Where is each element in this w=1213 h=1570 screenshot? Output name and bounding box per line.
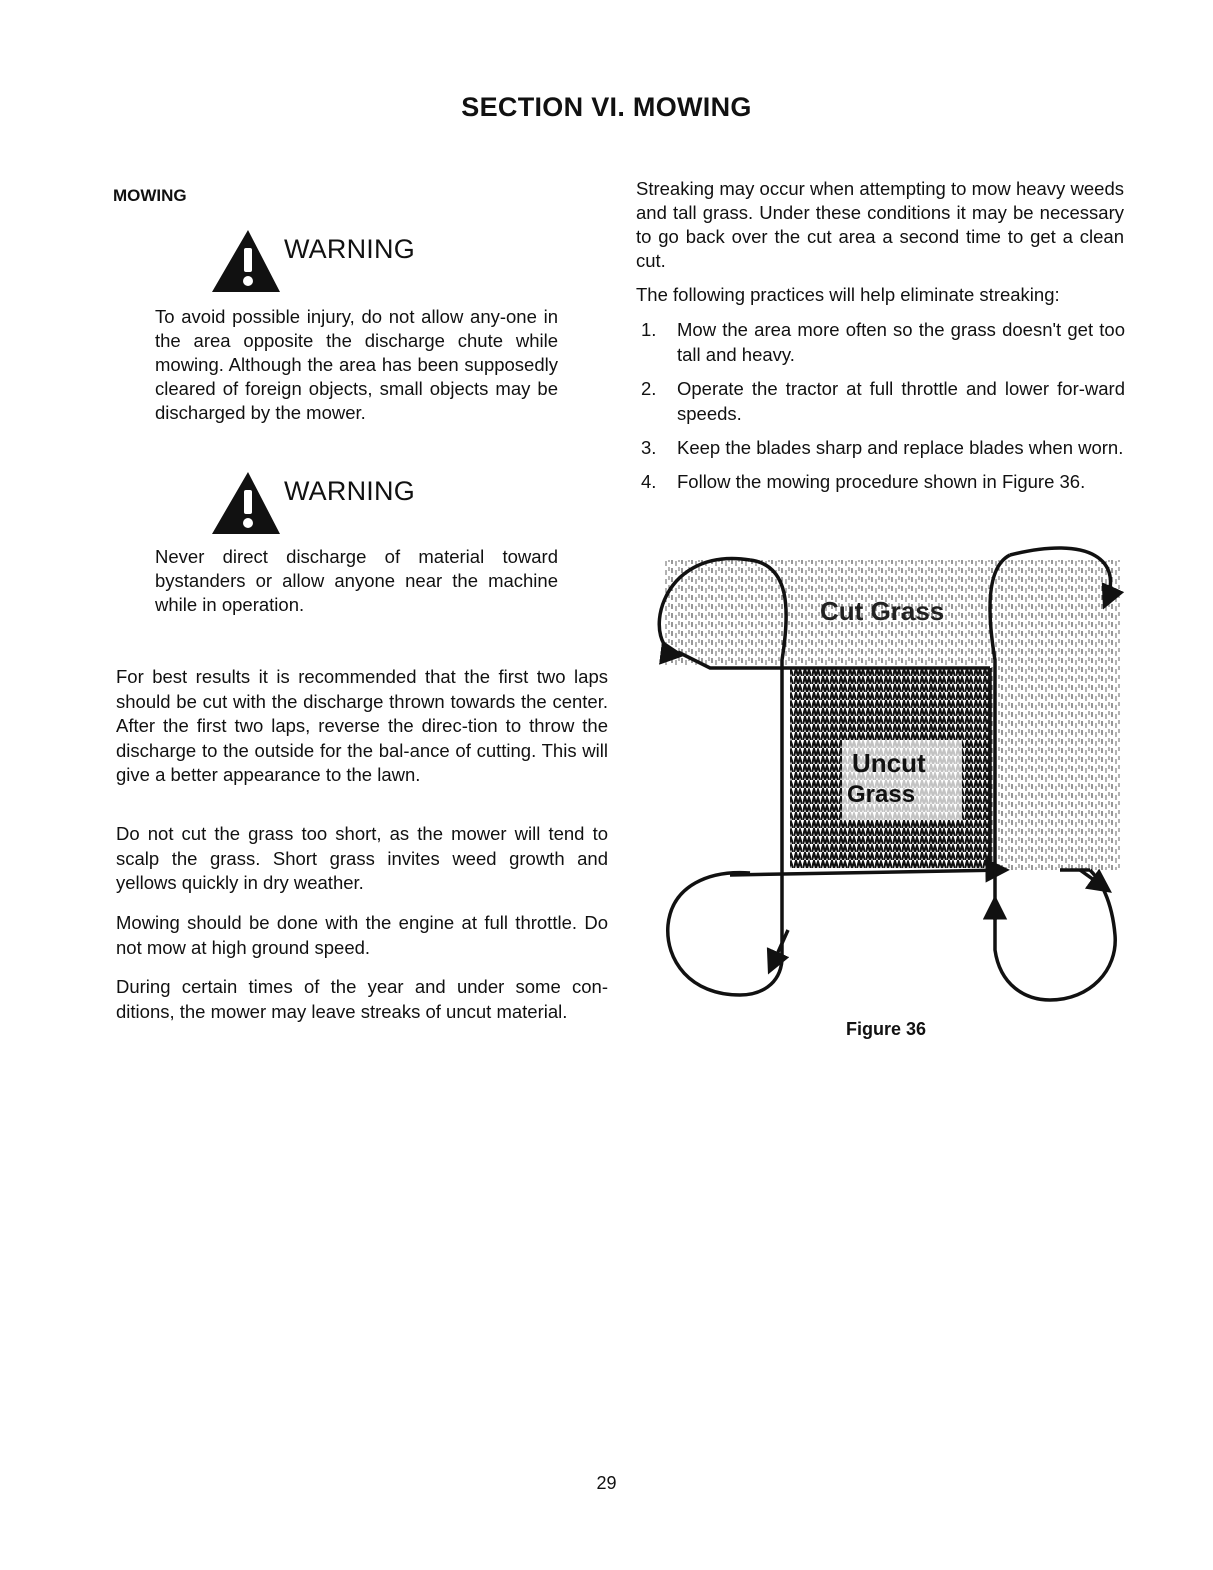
cut-grass-label: Cut Grass — [820, 596, 945, 626]
paragraph-laps: For best results it is recommended that the first two laps should be cut with the discharge thrown towards the center. After the first two laps, reverse the direc-tion to throw the discharge to the outside for the bal-ance of cutting. This will give a better appearance to the lawn. — [116, 666, 608, 785]
page-number: 29 — [596, 1473, 617, 1493]
warning-triangle-icon — [210, 470, 282, 536]
warning-label: WARNING — [284, 476, 415, 506]
warning-label: WARNING — [284, 234, 415, 264]
practices-list — [641, 317, 1125, 503]
list-item: 4. Follow the mowing procedure shown in Figure 36. — [641, 471, 1086, 492]
warning-triangle-icon — [210, 228, 282, 294]
paragraph-streaking: Streaking may occur when attempting to mow heavy weeds and tall grass. Under these conditions it may be necessary to go back over the cut area a second time to get a clean cut. — [636, 178, 1124, 271]
list-item: 2. Operate the tractor at full throttle and lower for-ward speeds. — [641, 378, 1125, 424]
paragraph-cut-height: Do not cut the grass too short, as the mower will tend to scalp the grass. Short grass invites weed growth and yellows quickly in dry weather. — [116, 823, 608, 893]
list-item: 1. Mow the area more often so the grass doesn't get too tall and heavy. — [641, 319, 1125, 365]
section-title: SECTION VI. MOWING — [461, 92, 752, 122]
warning-text-1: To avoid possible injury, do not allow any-one in the area opposite the discharge chute while mowing. Although the area has been supposedly cleared of foreign objects, small objects may be discharged by the mower. — [155, 306, 558, 423]
warning-text-2: Never direct discharge of material toward bystanders or allow anyone near the machine while in operation. — [155, 546, 558, 615]
paragraph-throttle: Mowing should be done with the engine at full throttle. Do not mow at high ground speed. — [116, 912, 608, 958]
list-item: 3. Keep the blades sharp and replace blades when worn. — [641, 437, 1124, 458]
cut-grass-area-right — [990, 665, 1120, 870]
paragraph-practices-lead: The following practices will help eliminate streaking: — [636, 284, 1060, 305]
uncut-label-line1: Uncut — [852, 748, 926, 778]
paragraph-streaks: During certain times of the year and under some con-ditions, the mower may leave streaks of uncut material. — [116, 976, 608, 1022]
uncut-label-line2: Grass — [847, 781, 916, 808]
mowing-pattern-diagram — [650, 540, 1125, 1010]
figure-36 — [650, 540, 1125, 1015]
subheading-mowing: MOWING — [113, 186, 187, 205]
warning-header-2 — [210, 470, 415, 536]
figure-caption: Figure 36 — [846, 1019, 927, 1039]
warning-header-1 — [210, 228, 415, 294]
